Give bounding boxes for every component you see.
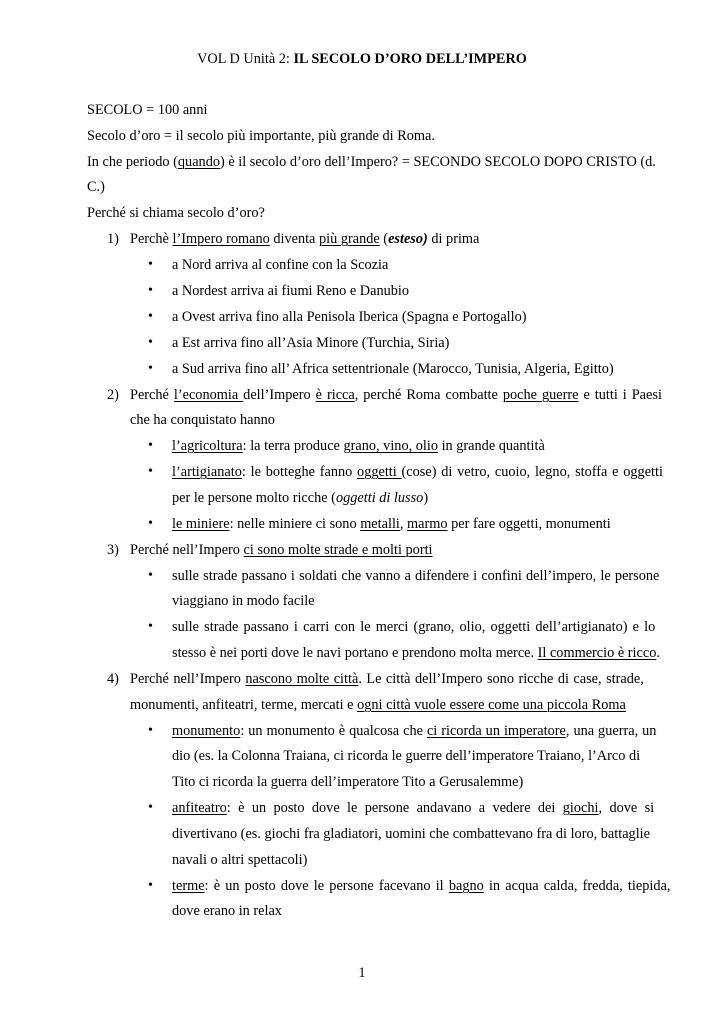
bullet-icon: • [148,283,153,298]
point-2-heading: Perché l’economia dell’Impero è ricca, perché Roma combatte poche guerre e tutti i Paesi [130,387,662,403]
bullet-icon: • [148,619,153,634]
list-item-cont: viaggiano in modo facile [172,593,315,609]
list-item: l’artigianato: le botteghe fanno oggetti (cose) di vetro, cuoio, legno, stoffa e oggetti [172,464,663,480]
list-item-cont: per le persone molto ricche (oggetti di lusso) [172,490,429,506]
list-item: le miniere: nelle miniere ci sono metalli, marmo per fare oggetti, monumenti [172,516,611,532]
bullet-icon: • [148,464,153,479]
point-2-heading-cont: che ha conquistato hanno [130,412,275,428]
list-item: a Nordest arriva ai fiumi Reno e Danubio [172,283,410,299]
page-title: VOL D Unità 2: IL SECOLO D’ORO DELL’IMPERO [197,51,527,67]
title-bold: IL SECOLO D’ORO DELL’IMPERO [293,51,527,67]
bullet-icon: • [148,723,153,738]
point-1-heading: Perchè l’Impero romano diventa più grande (esteso) di prima [130,231,480,247]
list-item: sulle strade passano i carri con le merci (grano, olio, oggetti dell’artigianato) e lo [172,619,656,635]
list-item-cont: dio (es. la Colonna Traiana, ci ricorda le guerre dell’imperatore Traiano, l’Arco di [172,748,641,764]
list-item: l’agricoltura: la terra produce grano, vino, olio in grande quantità [172,438,545,454]
bullet-icon: • [148,516,153,531]
bullet-icon: • [148,335,153,350]
point-2-number: 2) [107,387,119,403]
bullet-icon: • [148,568,153,583]
page-number: 1 [358,965,366,981]
point-3-heading: Perché nell’Impero ci sono molte strade e molti porti [130,542,433,558]
list-item: monumento: un monumento è qualcosa che ci ricorda un imperatore, una guerra, un [172,723,657,739]
intro-line-3: In che periodo (quando) è il secolo d’oro dell’Impero? = SECONDO SECOLO DOPO CRISTO (d. [87,154,656,170]
intro-line-1: SECOLO = 100 anni [87,102,208,118]
list-item: sulle strade passano i soldati che vanno a difendere i confini dell’impero, le persone [172,568,660,584]
list-item: a Nord arriva al confine con la Scozia [172,257,389,273]
list-item: anfiteatro: è un posto dove le persone andavano a vedere dei giochi, dove si [172,800,655,816]
bullet-icon: • [148,361,153,376]
list-item-cont: stesso è nei porti dove le navi portano e prendono molta merce. Il commercio è ricco. [172,645,660,661]
list-item: a Ovest arriva fino alla Penisola Iberica (Spagna e Portogallo) [172,309,527,325]
intro-line-5: Perché si chiama secolo d’oro? [87,205,265,221]
list-item: a Sud arriva fino all’ Africa settentrionale (Marocco, Tunisia, Algeria, Egitto) [172,361,614,377]
bullet-icon: • [148,257,153,272]
list-item-cont: divertivano (es. giochi fra gladiatori, uomini che combattevano fra di loro, battaglie [172,826,650,842]
list-item: terme: è un posto dove le persone facevano il bagno in acqua calda, fredda, tiepida, [172,878,671,894]
intro-line-2: Secolo d’oro = il secolo più importante, più grande di Roma. [87,128,435,144]
list-item-cont: navali o altri spettacoli) [172,852,308,868]
point-1-number: 1) [107,231,119,247]
bullet-icon: • [148,309,153,324]
bullet-icon: • [148,878,153,893]
point-3-number: 3) [107,542,119,558]
list-item-cont: dove erano in relax [172,903,282,919]
intro-line-4: C.) [87,179,105,195]
point-4-heading-cont: monumenti, anfiteatri, terme, mercati e ogni città vuole essere come una piccola Roma [130,697,626,713]
list-item-cont: Tito ci ricorda la guerra dell’imperatore Tito a Gerusalemme) [172,774,524,790]
point-4-heading: Perché nell’Impero nascono molte città. Le città dell’Impero sono ricche di case, strade, [130,671,644,687]
bullet-icon: • [148,438,153,453]
list-item: a Est arriva fino all’Asia Minore (Turchia, Siria) [172,335,450,351]
bullet-icon: • [148,800,153,815]
point-4-number: 4) [107,671,119,687]
